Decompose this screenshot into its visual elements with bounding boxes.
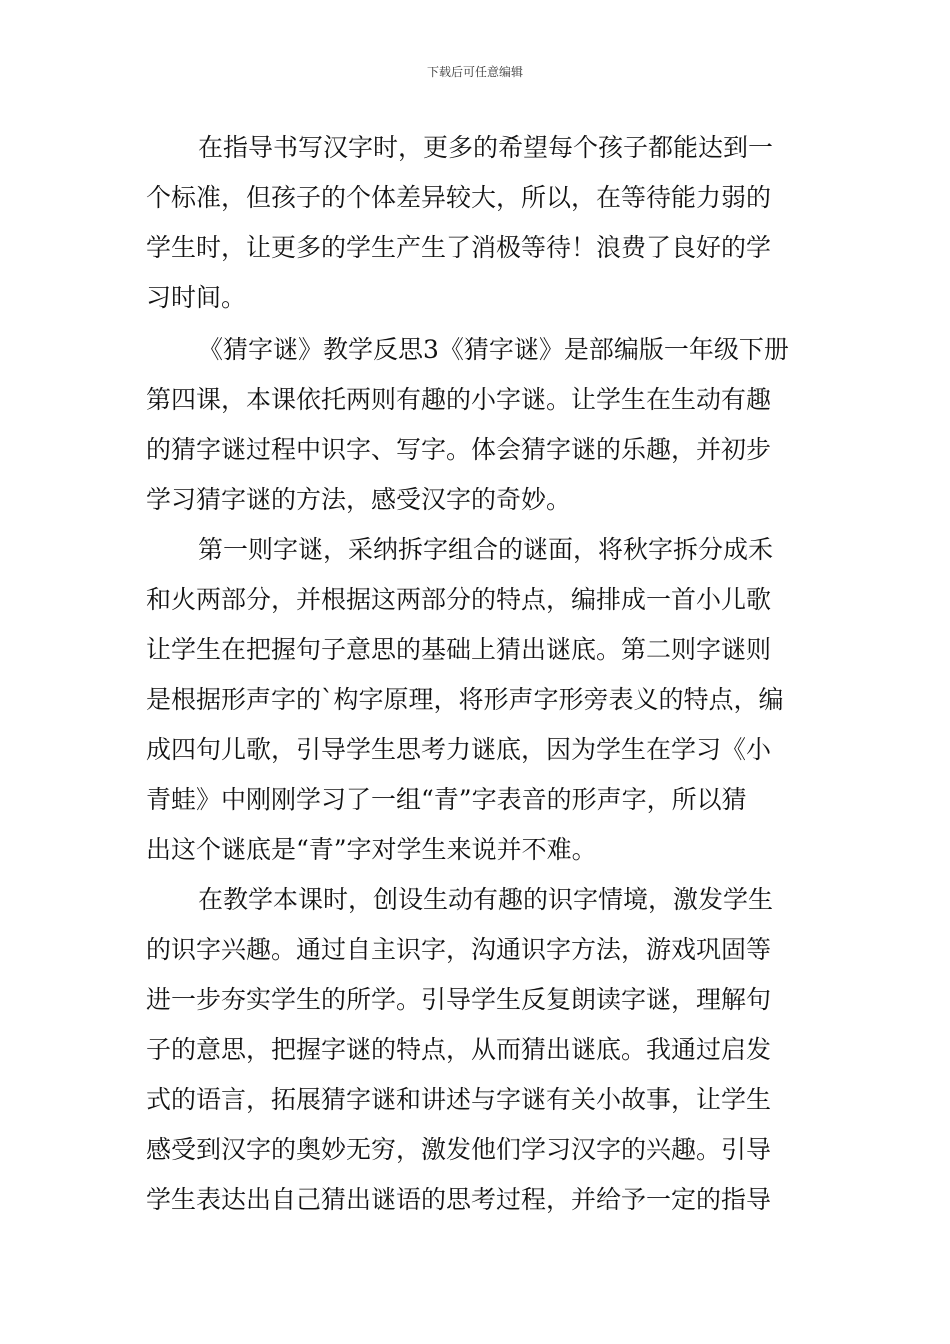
paragraph-3-line-3: 让学生在把握句子意思的基础上猜出谜底。第二则字谜则: [146, 635, 772, 664]
paragraph-3-line-7: 出这个谜底是“青”字对学生来说并不难。: [146, 835, 597, 864]
paragraph-2-line-3: 的猜字谜过程中识字、写字。体会猜字谜的乐趣，并初步: [146, 435, 772, 464]
paragraph-4-line-5: 式的语言，拓展猜字谜和讲述与字谜有关小故事，让学生: [146, 1085, 772, 1114]
page-header-note: 下载后可任意编辑: [426, 65, 523, 79]
paragraph-3-line-2: 和火两部分，并根据这两部分的特点，编排成一首小儿歌: [146, 585, 772, 614]
paragraph-1-line-3: 学生时，让更多的学生产生了消极等待！浪费了良好的学: [146, 233, 772, 262]
paragraph-2-line-1: 《猜字谜》教学反思3《猜字谜》是部编版一年级下册: [198, 335, 789, 364]
paragraph-3-line-4: 是根据形声字的`构字原理，将形声字形旁表义的特点，编: [146, 685, 784, 714]
paragraph-4-line-1: 在教学本课时，创设生动有趣的识字情境，激发学生: [198, 885, 774, 914]
paragraph-1-line-1: 在指导书写汉字时，更多的希望每个孩子都能达到一: [198, 133, 774, 162]
paragraph-4-line-7: 学生表达出自己猜出谜语的思考过程，并给予一定的指导: [146, 1185, 772, 1214]
paragraph-4-line-3: 进一步夯实学生的所学。引导学生反复朗读字谜，理解句: [146, 985, 772, 1014]
paragraph-3-line-1: 第一则字谜，采纳拆字组合的谜面，将秋字拆分成禾: [198, 535, 774, 564]
paragraph-4-line-2: 的识字兴趣。通过自主识字，沟通识字方法，游戏巩固等: [146, 935, 772, 964]
paragraph-3-line-6: 青蛙》中刚刚学习了一组“青”字表音的形声字，所以猜: [146, 785, 747, 814]
paragraph-4-line-4: 子的意思，把握字谜的特点，从而猜出谜底。我通过启发: [146, 1035, 772, 1064]
paragraph-1-line-4: 习时间。: [146, 283, 247, 312]
paragraph-1-line-2: 个标准，但孩子的个体差异较大，所以，在等待能力弱的: [146, 183, 772, 212]
paragraph-2-line-4: 学习猜字谜的方法，感受汉字的奇妙。: [146, 485, 572, 514]
paragraph-4-line-6: 感受到汉字的奥妙无穷，激发他们学习汉字的兴趣。引导: [146, 1135, 772, 1164]
paragraph-2-line-2: 第四课，本课依托两则有趣的小字谜。让学生在生动有趣: [146, 385, 772, 414]
paragraph-3-line-5: 成四句儿歌，引导学生思考力谜底，因为学生在学习《小: [146, 735, 772, 764]
